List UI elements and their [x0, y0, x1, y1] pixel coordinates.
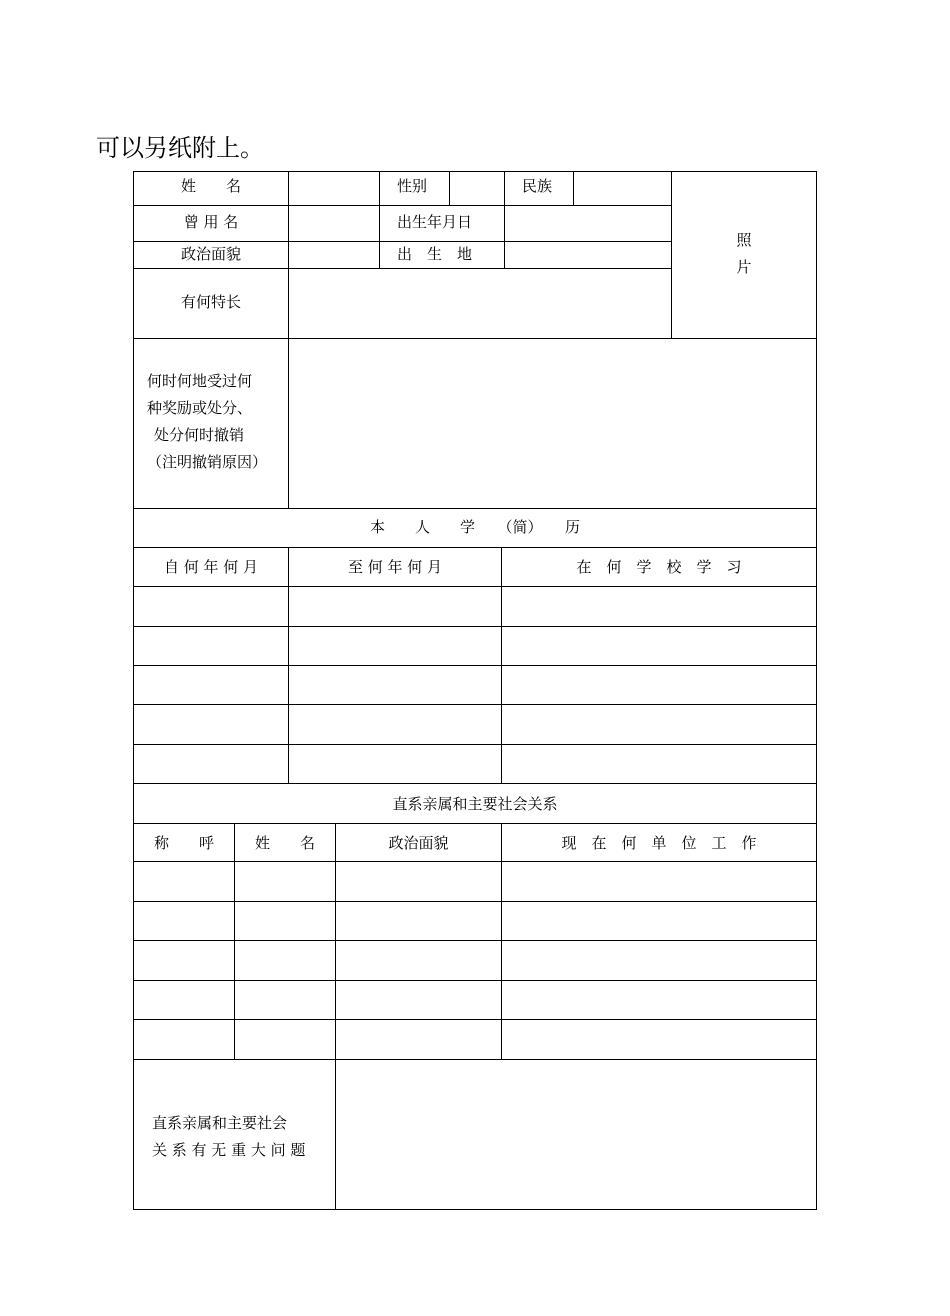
relative-political-header: 政治面貌 [388, 834, 449, 852]
education-title: 本 人 学 （简） 历 [369, 518, 580, 536]
birthplace-field[interactable] [505, 242, 671, 268]
rule [133, 665, 816, 666]
birthplace-label: 出 生 地 [397, 245, 473, 263]
rule [133, 626, 816, 627]
rule [133, 704, 816, 705]
issues-label-line2: 关 系 有 无 重 大 问 题 [152, 1141, 306, 1159]
rule [816, 171, 817, 1210]
rule [133, 547, 816, 548]
birthdate-label: 出生年月日 [397, 213, 473, 231]
education-school-header: 在 何 学 校 学 习 [576, 558, 742, 576]
specialty-field[interactable] [289, 269, 671, 338]
awards-field[interactable] [289, 339, 816, 508]
gender-label: 性别 [397, 177, 428, 195]
rule [133, 940, 816, 941]
gender-field[interactable] [450, 172, 504, 205]
rule [133, 586, 816, 587]
relative-name-header: 姓 名 [254, 834, 315, 852]
political-status-field[interactable] [289, 242, 379, 268]
specialty-label: 有何特长 [180, 293, 241, 311]
note-text: 可以另纸附上。 [96, 134, 264, 162]
rule [133, 1209, 816, 1210]
awards-label-line1: 何时何地受过何 [147, 372, 253, 390]
rule [133, 171, 134, 1210]
relatives-title: 直系亲属和主要社会关系 [392, 795, 558, 813]
former-name-field[interactable] [289, 206, 379, 241]
former-name-label: 曾 用 名 [183, 213, 239, 231]
photo-label-line2: 片 [736, 258, 752, 276]
relation-header: 称 呼 [153, 834, 214, 852]
rule [133, 783, 816, 784]
ethnicity-label: 民族 [522, 177, 553, 195]
rule [288, 547, 289, 783]
rule [133, 744, 816, 745]
photo-box[interactable] [672, 172, 816, 338]
rule [501, 823, 502, 1059]
education-from-header: 自 何 年 何 月 [163, 558, 259, 576]
rule [501, 547, 502, 783]
birthdate-field[interactable] [505, 206, 671, 241]
awards-label-line2: 种奖励或处分、 [147, 399, 253, 417]
name-label: 姓 名 [180, 177, 241, 195]
rule [133, 980, 816, 981]
political-status-label: 政治面貌 [180, 245, 241, 263]
ethnicity-field[interactable] [574, 172, 671, 205]
awards-label-line3: 处分何时撤销 [154, 426, 245, 444]
name-field[interactable] [289, 172, 379, 205]
awards-label-line4: （注明撤销原因） [147, 453, 268, 471]
rule [133, 1019, 816, 1020]
education-to-header: 至 何 年 何 月 [347, 558, 443, 576]
rule [133, 823, 816, 824]
rule [133, 901, 816, 902]
rule [379, 171, 380, 268]
issues-label-line1: 直系亲属和主要社会 [152, 1114, 288, 1132]
rule [234, 823, 235, 1059]
issues-field[interactable] [336, 1060, 816, 1209]
rule [133, 508, 816, 509]
relative-workplace-header: 现 在 何 单 位 工 作 [561, 834, 757, 852]
photo-label-line1: 照 [736, 231, 752, 249]
rule [133, 861, 816, 862]
